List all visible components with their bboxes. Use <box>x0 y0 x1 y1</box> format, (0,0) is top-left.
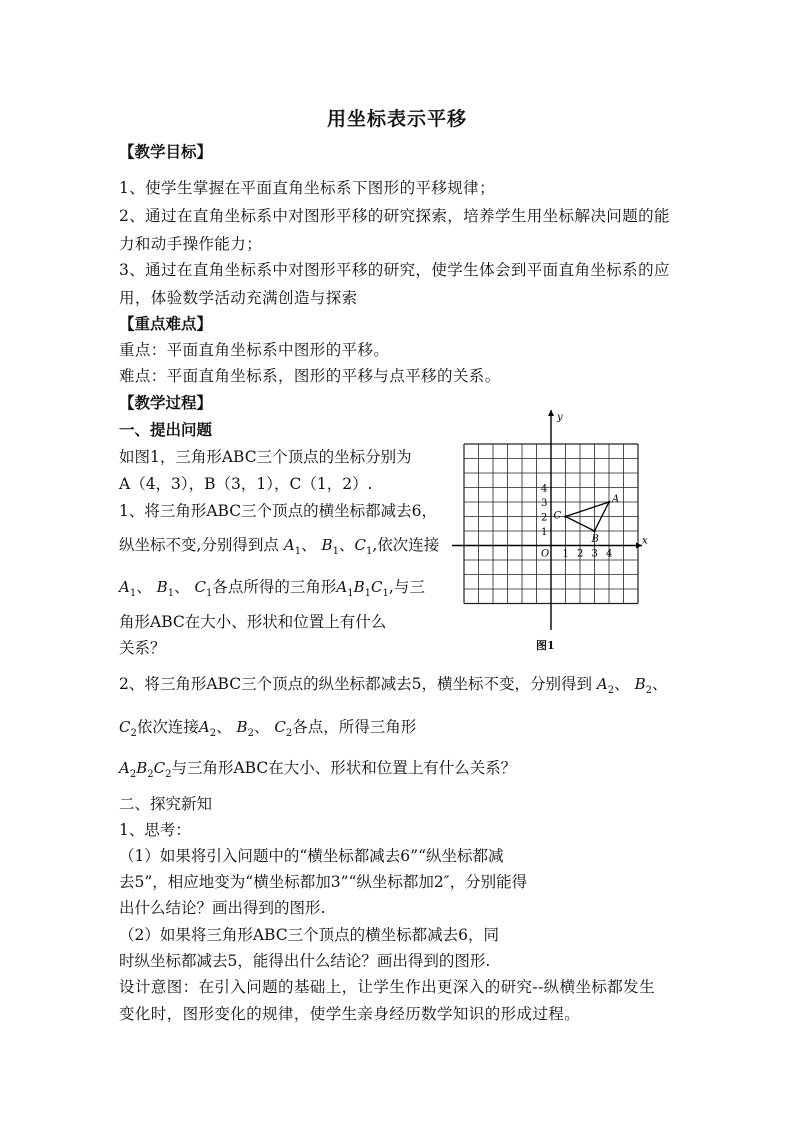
paragraph-4 <box>119 535 439 562</box>
triangle-a2b2c2: $A_2B_2C_2$ <box>119 759 172 780</box>
process-heading: 【教学过程】 <box>119 393 213 412</box>
think-label: 1、思考： <box>119 821 191 839</box>
y-axis-arrow <box>548 410 554 416</box>
think-1-line-3: 出什么结论？画出得到的图形. <box>119 899 326 917</box>
point-c2: $C_2$ <box>274 718 293 739</box>
question-2-text: 2、将三角形ABC三个顶点的纵坐标都减去5，横坐标不变，分别得到 <box>119 675 592 693</box>
point-c1: $C_1$ <box>194 578 213 599</box>
point-c1: $C_1$ <box>354 536 373 557</box>
question-2-connect: 依次连接 <box>136 718 199 736</box>
y-tick-label: 2 <box>541 512 548 524</box>
separator: 、 <box>301 536 317 554</box>
paragraph-3: 1、将三角形ABC三个顶点的横坐标都减去6， <box>119 502 437 520</box>
part-2-heading: 二、探究新知 <box>119 795 213 813</box>
y-tick-label: 3 <box>541 498 548 509</box>
part-1-heading: 一、提出问题 <box>119 420 213 439</box>
page-title: 用坐标表示平移 <box>326 108 467 130</box>
separator: 、 <box>253 718 270 736</box>
goal-2-line-1: 2、通过在直角坐标系中对图形平移的研究探索，培养学生用坐标解决问题的能 <box>119 207 670 225</box>
separator: 、 <box>651 675 668 693</box>
x-tick-label: 4 <box>606 548 613 560</box>
think-1-line-1: （1）如果将引入问题中的“横坐标都减去6”“纵坐标都减 <box>119 847 504 865</box>
coordinate-figure <box>452 408 652 652</box>
x-tick-label: 1 <box>562 548 569 560</box>
point-b1: $B_1$ <box>321 536 339 557</box>
triangle-a1b1c1: $A_1B_1C_1$ <box>336 578 389 599</box>
point-a1: $A_1$ <box>283 536 302 557</box>
separator: 、 <box>216 718 232 736</box>
design-intent-line-1: 设计意图：在引入问题的基础上，让学生作出更深入的研究--纵横坐标都发生 <box>119 978 655 996</box>
key-heading: 【重点难点】 <box>119 314 213 333</box>
goal-3-line-1: 3、通过在直角坐标系中对图形平移的研究，使学生体会到平面直角坐标系的应 <box>119 261 670 279</box>
paragraph-7: 关系？ <box>119 639 166 657</box>
point-b1: $B_1$ <box>156 578 175 599</box>
y-tick-label: 1 <box>541 527 548 538</box>
difficulty-point: 难点：平面直角坐标系，图形的平移与点平移的关系。 <box>119 367 501 385</box>
design-intent-line-2: 变化时，图形变化的规律，使学生亲身经历数学知识的形成过程。 <box>119 1005 581 1023</box>
think-2-line-1: （2）如果将三角形ABC三个顶点的横坐标都减去6，同 <box>119 926 499 944</box>
point-a2: $A_2$ <box>198 718 217 739</box>
think-2-line-2: 时纵坐标都减去5，能得出什么结论？画出得到的图形. <box>119 952 491 970</box>
point-a2: $A_2$ <box>596 675 615 696</box>
point-c2: $C_2$ <box>119 718 137 739</box>
paragraph-5-tail: ,与三 <box>388 578 425 596</box>
coordinate-grid-svg <box>452 408 652 636</box>
separator: 、 <box>338 536 355 554</box>
paragraph-4-text: 纵坐标不变,分别得到点 <box>119 536 279 554</box>
paragraph-1: 如图1，三角形ABC三个顶点的坐标分别为 <box>119 448 412 466</box>
paragraph-5 <box>119 577 425 604</box>
separator: 、 <box>174 578 190 596</box>
goal-2-line-2: 力和动手操作能力； <box>119 235 263 253</box>
vertex-b-label: B <box>591 534 599 545</box>
paragraph-2: A（4，3），B（3，1），C（1，2）. <box>119 475 373 493</box>
x-tick-label: 2 <box>577 548 584 560</box>
key-point: 重点：平面直角坐标系中图形的平移。 <box>119 341 390 359</box>
vertex-b-point <box>593 530 596 533</box>
separator: 、 <box>614 675 630 693</box>
vertex-c-label: C <box>553 510 562 522</box>
point-a1: $A_1$ <box>119 578 137 599</box>
x-axis-label: x <box>642 535 648 547</box>
question-2-line-3 <box>119 758 516 785</box>
question-2-tail: 各点，所得三角形 <box>292 718 417 736</box>
origin-label: O <box>541 548 550 560</box>
y-tick-label: 4 <box>541 483 548 495</box>
y-axis-label: y <box>557 412 563 423</box>
point-b2: $B_2$ <box>634 675 652 696</box>
x-tick-label: 3 <box>591 548 598 560</box>
figure-caption: 图1 <box>536 639 555 652</box>
separator: 、 <box>136 578 152 596</box>
vertex-a-label: A <box>612 494 620 505</box>
paragraph-6: 角形ABC在大小、形状和位置上有什么 <box>119 613 387 631</box>
goal-1: 1、使学生掌握在平面直角坐标系下图形的平移规律； <box>119 179 495 197</box>
point-b2: $B_2$ <box>236 718 254 739</box>
goals-heading: 【教学目标】 <box>119 142 213 161</box>
goal-3-line-2: 用，体验数学活动充满创造与探索 <box>119 289 358 307</box>
question-2-final: 与三角形ABC在大小、形状和位置上有什么关系？ <box>171 759 517 777</box>
vertex-c-point <box>564 515 567 518</box>
question-2-line-1 <box>119 674 668 701</box>
think-1-line-2: 去5”，相应地变为“横坐标都加3”“纵坐标都加2″，分别能得 <box>119 873 528 891</box>
question-2-line-2 <box>119 717 416 744</box>
vertex-a-point <box>608 501 611 504</box>
paragraph-4-tail: ,依次连接 <box>372 536 440 554</box>
paragraph-5-text: 各点所得的三角形 <box>212 578 337 596</box>
